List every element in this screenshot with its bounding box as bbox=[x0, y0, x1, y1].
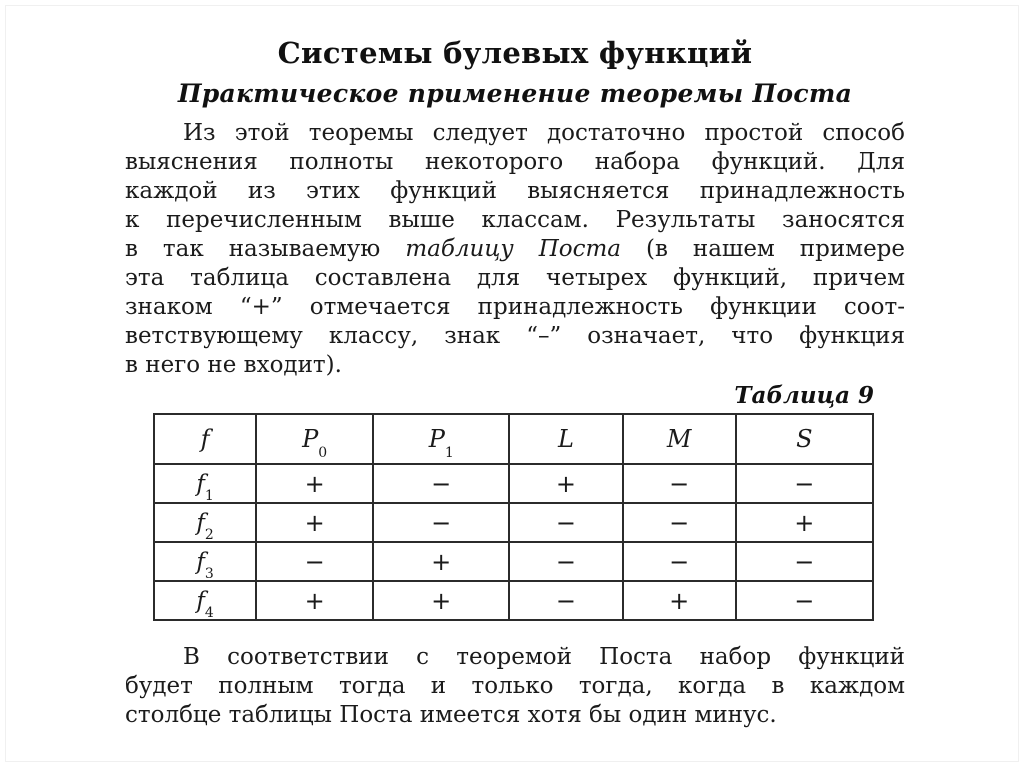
text-line bbox=[125, 148, 905, 177]
text-segment: в так называемую bbox=[125, 236, 406, 262]
text-line bbox=[125, 119, 905, 148]
plus-sign-cell: + bbox=[256, 503, 373, 542]
function-symbol: f bbox=[196, 587, 205, 614]
minus-sign-cell: − bbox=[623, 503, 736, 542]
row-function-label bbox=[154, 464, 256, 503]
text-segment: выяснения полноты некоторого набора функций. Для bbox=[125, 149, 905, 175]
intro-paragraph bbox=[125, 119, 905, 380]
minus-sign-cell: − bbox=[509, 542, 623, 581]
text-segment: эта таблица составлена для четырех функций, причем bbox=[125, 265, 905, 291]
plus-sign-cell: + bbox=[373, 581, 509, 620]
text-segment: ветствующему классу, знак “–” означает, что функция bbox=[125, 323, 905, 349]
function-symbol: f bbox=[196, 470, 205, 497]
symbol-subscript: 3 bbox=[204, 566, 214, 583]
minus-sign-cell: − bbox=[736, 581, 873, 620]
symbol-subscript: 2 bbox=[204, 527, 214, 544]
row-function-label bbox=[154, 503, 256, 542]
minus-sign-cell: − bbox=[736, 464, 873, 503]
text-line bbox=[125, 701, 905, 730]
text-segment: знаком “+” отмечается принадлежность функции соот- bbox=[125, 294, 905, 320]
text-line bbox=[125, 293, 905, 322]
symbol-subscript: 1 bbox=[204, 488, 214, 505]
minus-sign-cell: − bbox=[373, 464, 509, 503]
function-symbol: f bbox=[200, 425, 210, 453]
column-header bbox=[256, 414, 373, 464]
text-segment: (в нашем примере bbox=[621, 236, 906, 262]
plus-sign-cell: + bbox=[623, 581, 736, 620]
table-caption: Таблица 9 bbox=[734, 382, 874, 409]
text-segment: столбце таблицы Поста имеется хотя бы один минус. bbox=[125, 702, 777, 728]
row-function-label bbox=[154, 581, 256, 620]
function-symbol: L bbox=[558, 425, 574, 453]
text-line bbox=[125, 351, 905, 380]
slide-title: Системы булевых функций bbox=[277, 36, 753, 70]
function-symbol: M bbox=[666, 425, 692, 453]
table-row bbox=[154, 581, 873, 620]
text-segment: каждой из этих функций выясняется принадлежность bbox=[125, 178, 905, 204]
minus-sign-cell: − bbox=[623, 464, 736, 503]
italic-text-segment: таблицу Поста bbox=[405, 236, 622, 262]
column-header bbox=[154, 414, 256, 464]
function-symbol: P bbox=[302, 425, 319, 453]
column-header bbox=[509, 414, 623, 464]
text-line bbox=[125, 177, 905, 206]
plus-sign-cell: + bbox=[256, 581, 373, 620]
slide-content bbox=[125, 36, 905, 730]
text-segment: в него не входит). bbox=[125, 352, 342, 378]
table-row bbox=[154, 464, 873, 503]
post-table bbox=[153, 413, 874, 621]
minus-sign-cell: − bbox=[509, 581, 623, 620]
text-segment: будет полным тогда и только тогда, когда в каждом bbox=[125, 673, 905, 699]
minus-sign-cell: − bbox=[736, 542, 873, 581]
plus-sign-cell: + bbox=[736, 503, 873, 542]
minus-sign-cell: − bbox=[623, 542, 736, 581]
table-header-row bbox=[154, 414, 873, 464]
text-segment: Из этой теоремы следует достаточно простой способ bbox=[183, 120, 905, 146]
text-line bbox=[125, 643, 905, 672]
minus-sign-cell: − bbox=[509, 503, 623, 542]
conclusion-paragraph bbox=[125, 643, 905, 730]
text-line bbox=[125, 264, 905, 293]
plus-sign-cell: + bbox=[256, 464, 373, 503]
column-header bbox=[736, 414, 873, 464]
function-symbol: f bbox=[196, 509, 205, 536]
slide-subtitle: Практическое применение теоремы Поста bbox=[177, 79, 853, 108]
function-symbol: S bbox=[796, 425, 813, 453]
minus-sign-cell: − bbox=[256, 542, 373, 581]
table-row bbox=[154, 503, 873, 542]
column-header bbox=[623, 414, 736, 464]
function-symbol: f bbox=[196, 548, 205, 575]
function-symbol: P bbox=[428, 425, 445, 453]
row-function-label bbox=[154, 542, 256, 581]
table-row bbox=[154, 542, 873, 581]
text-line bbox=[125, 672, 905, 701]
symbol-subscript: 0 bbox=[318, 444, 328, 461]
text-line bbox=[125, 235, 905, 264]
plus-sign-cell: + bbox=[373, 542, 509, 581]
text-segment: В соответствии с теоремой Поста набор функций bbox=[183, 644, 905, 670]
plus-sign-cell: + bbox=[509, 464, 623, 503]
symbol-subscript: 1 bbox=[444, 444, 454, 461]
symbol-subscript: 4 bbox=[204, 605, 214, 622]
minus-sign-cell: − bbox=[373, 503, 509, 542]
text-line bbox=[125, 322, 905, 351]
column-header bbox=[373, 414, 509, 464]
text-line bbox=[125, 206, 905, 235]
text-segment: к перечисленным выше классам. Результаты заносятся bbox=[125, 207, 905, 233]
